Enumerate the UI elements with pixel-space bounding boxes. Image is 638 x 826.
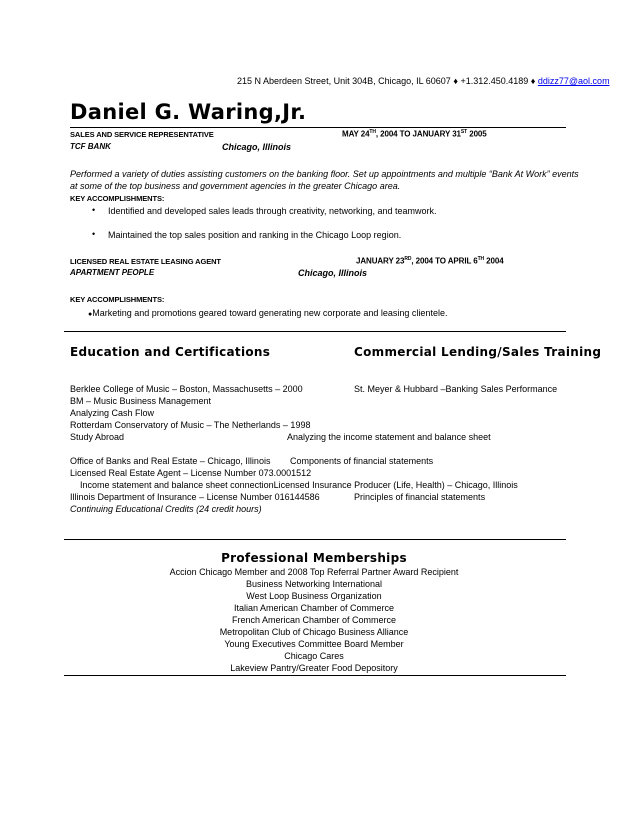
membership-item: Metropolitan Club of Chicago Business Alliance bbox=[219, 627, 409, 637]
training-heading: Commercial Lending/Sales Training bbox=[354, 345, 602, 359]
bullet-icon: ● bbox=[88, 311, 93, 318]
job2-location: Chicago, Illinois bbox=[298, 268, 368, 278]
edu-line: BM – Music Business Management bbox=[70, 396, 212, 406]
edu-line: Rotterdam Conservatory of Music – The Netherlands – 1998 bbox=[70, 420, 311, 430]
membership-item: Italian American Chamber of Commerce bbox=[233, 603, 395, 613]
training-line: Components of financial statements bbox=[290, 456, 434, 466]
job1-location: Chicago, Illinois bbox=[222, 142, 292, 152]
contact-line bbox=[237, 76, 610, 86]
divider bbox=[70, 127, 566, 128]
job2-title: LICENSED REAL ESTATE LEASING AGENT bbox=[70, 257, 221, 266]
membership-item: Business Networking International bbox=[245, 579, 383, 589]
diamond-icon: ♦ bbox=[530, 76, 536, 86]
contact-address: 215 N Aberdeen Street, Unit 304B, Chicago, IL 60607 bbox=[237, 76, 451, 86]
edu-line: Analyzing Cash Flow bbox=[70, 408, 155, 418]
job1-accomplishments-label: KEY ACCOMPLISHMENTS: bbox=[70, 194, 165, 203]
edu-line: Office of Banks and Real Estate – Chicago, Illinois bbox=[70, 456, 271, 466]
job1-description-line1: Performed a variety of duties assisting customers on the banking floor. Set up appointments and multiple “Bank At Work” events bbox=[70, 169, 579, 179]
contact-email-link[interactable]: ddizz77@aol.com bbox=[537, 76, 610, 86]
job1-bullet-2: Maintained the top sales position and ranking in the Chicago Loop region. bbox=[108, 230, 402, 240]
edu-line: Illinois Department of Insurance – License Number 016144586 bbox=[70, 492, 320, 502]
membership-item: Young Executives Committee Board Member bbox=[224, 639, 404, 649]
edu-line: Licensed Real Estate Agent – License Number 073.0001512 bbox=[70, 468, 312, 478]
contact-phone: +1.312.450.4189 bbox=[460, 76, 529, 86]
job2-accomplishments-label: KEY ACCOMPLISHMENTS: bbox=[70, 295, 165, 304]
membership-item: West Loop Business Organization bbox=[246, 591, 382, 601]
training-line: St. Meyer & Hubbard –Banking Sales Performance bbox=[354, 384, 558, 394]
training-line: Principles of financial statements bbox=[354, 492, 486, 502]
job1-title: SALES AND SERVICE REPRESENTATIVE bbox=[70, 130, 214, 139]
job1-company: TCF BANK bbox=[70, 142, 111, 151]
bullet-icon: • bbox=[92, 205, 96, 215]
edu-line: Income statement and balance sheet connectionLicensed Insurance Producer (Life, Health) – Chicago, Illinois bbox=[80, 480, 518, 490]
divider bbox=[64, 331, 566, 332]
job2-bullet: ●Marketing and promotions geared toward generating new corporate and leasing clientele. bbox=[88, 308, 448, 318]
job2-dates: JANUARY 23RD, 2004 TO APRIL 6TH 2004 bbox=[356, 256, 504, 266]
edu-line: Continuing Educational Credits (24 credit hours) bbox=[70, 504, 262, 514]
job1-dates: MAY 24TH, 2004 TO JANUARY 31ST 2005 bbox=[342, 129, 487, 139]
candidate-name: Daniel G. Waring,Jr. bbox=[70, 100, 307, 124]
membership-item: French American Chamber of Commerce bbox=[231, 615, 397, 625]
education-heading: Education and Certifications bbox=[70, 345, 271, 359]
divider bbox=[64, 539, 566, 540]
edu-line: Study Abroad bbox=[70, 432, 125, 442]
membership-item: Chicago Cares bbox=[284, 651, 344, 661]
job2-company: APARTMENT PEOPLE bbox=[70, 268, 155, 277]
membership-item: Accion Chicago Member and 2008 Top Referral Partner Award Recipient bbox=[169, 567, 459, 577]
diamond-icon: ♦ bbox=[453, 76, 458, 86]
divider bbox=[64, 675, 566, 676]
training-line: Analyzing the income statement and balance sheet bbox=[287, 432, 491, 442]
job1-description-line2: at some of the top business and government agencies in the greater Chicago area. bbox=[70, 181, 401, 191]
edu-line: Berklee College of Music – Boston, Massachusetts – 2000 bbox=[70, 384, 303, 394]
memberships-heading: Professional Memberships bbox=[221, 551, 407, 565]
membership-item: Lakeview Pantry/Greater Food Depository bbox=[230, 663, 398, 673]
job1-bullet-1: Identified and developed sales leads through creativity, networking, and teamwork. bbox=[108, 206, 437, 216]
bullet-icon: • bbox=[92, 229, 96, 239]
